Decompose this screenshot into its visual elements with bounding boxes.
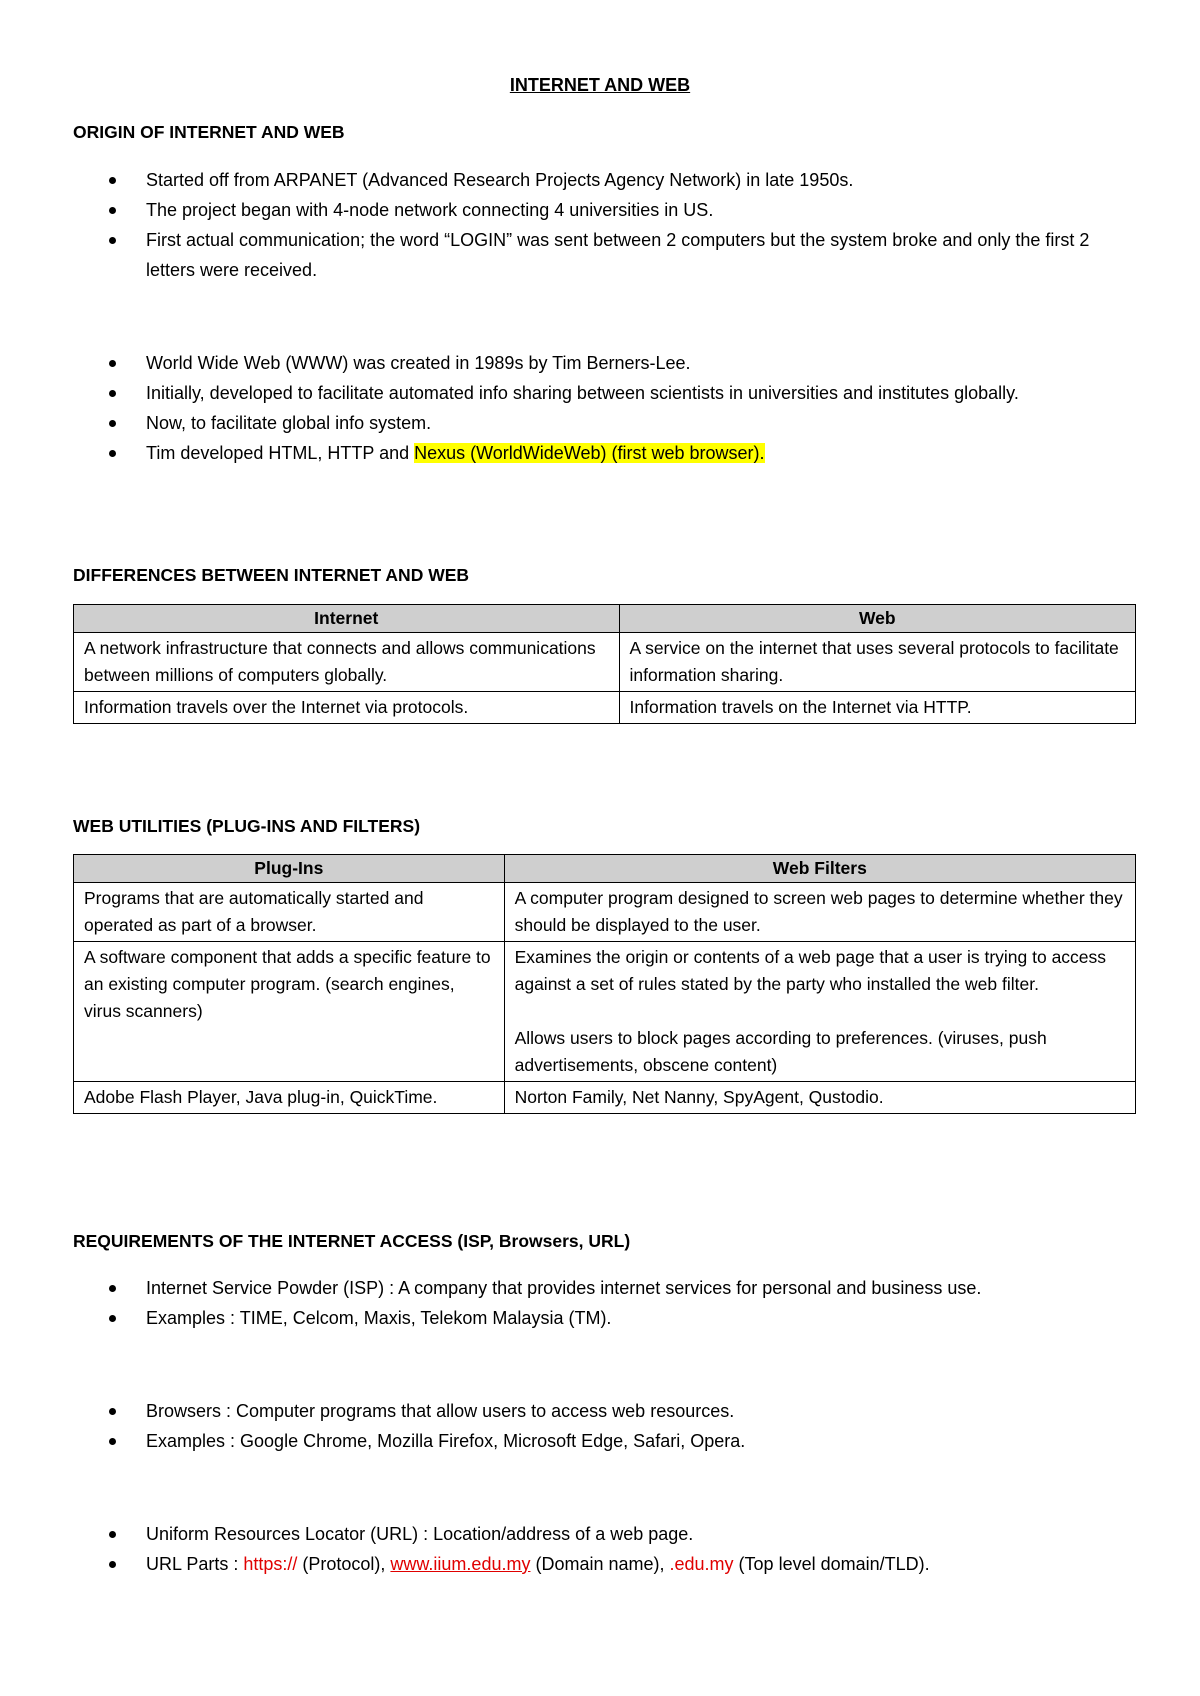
table-cell: A software component that adds a specific feature to an existing computer program. (search engines, virus scanners) (74, 942, 505, 1082)
list-item: First actual communication; the word “LOGIN” was sent between 2 computers but the system broke and only the first 2 letters were received. (73, 225, 1133, 285)
bullet-icon (109, 1438, 116, 1445)
table-header-row (74, 605, 1136, 633)
table-cell: Examines the origin or contents of a web page that a user is trying to access against a set of rules stated by the party who installed the web filter. Allows users to block pages according to preferences. (viruses, push advertisements, obscene content) (504, 942, 1135, 1082)
differences-table (73, 604, 1136, 724)
origin-list-2 (73, 348, 1133, 468)
table-row (74, 942, 1136, 1082)
table-header-row (74, 855, 1136, 883)
bullet-icon (109, 360, 116, 367)
table-row (74, 1082, 1136, 1114)
column-header: Web (619, 605, 1136, 633)
list-item: Browsers : Computer programs that allow users to access web resources. (73, 1396, 1133, 1426)
bullet-icon (109, 1408, 116, 1415)
table-cell: Adobe Flash Player, Java plug-in, QuickTime. (74, 1082, 505, 1114)
table-cell: Programs that are automatically started and operated as part of a browser. (74, 883, 505, 942)
highlighted-text: Nexus (WorldWideWeb) (first web browser). (414, 443, 765, 463)
column-header: Internet (74, 605, 620, 633)
list-item: Internet Service Powder (ISP) : A company that provides internet services for personal and business use. (73, 1273, 1133, 1303)
origin-heading: ORIGIN OF INTERNET AND WEB (73, 122, 345, 142)
list-item: URL Parts : https:// (Protocol), www.iium.edu.my (Domain name), .edu.my (Top level domain/TLD). (73, 1549, 1133, 1579)
bullet-icon (109, 390, 116, 397)
url-list (73, 1519, 1133, 1579)
bullet-icon (109, 177, 116, 184)
table-row (74, 883, 1136, 942)
list-item: Uniform Resources Locator (URL) : Location/address of a web page. (73, 1519, 1133, 1549)
domain-link[interactable]: www.iium.edu.my (390, 1554, 531, 1574)
bullet-icon (109, 420, 116, 427)
bullet-icon (109, 237, 116, 244)
list-item: Initially, developed to facilitate automated info sharing between scientists in universities and institutes globally. (73, 378, 1133, 408)
isp-list (73, 1273, 1133, 1333)
table-cell: A network infrastructure that connects and allows communications between millions of computers globally. (74, 633, 620, 692)
browsers-list (73, 1396, 1133, 1456)
bullet-icon (109, 1315, 116, 1322)
table-cell: Norton Family, Net Nanny, SpyAgent, Qustodio. (504, 1082, 1135, 1114)
list-item: Started off from ARPANET (Advanced Research Projects Agency Network) in late 1950s. (73, 165, 1133, 195)
column-header: Plug-Ins (74, 855, 505, 883)
differences-heading: DIFFERENCES BETWEEN INTERNET AND WEB (73, 565, 470, 585)
table-row (74, 633, 1136, 692)
list-item: World Wide Web (WWW) was created in 1989s by Tim Berners-Lee. (73, 348, 1133, 378)
column-header: Web Filters (504, 855, 1135, 883)
bullet-icon (109, 1561, 116, 1568)
list-item: Tim developed HTML, HTTP and Nexus (WorldWideWeb) (first web browser). (73, 438, 1133, 468)
table-cell: Information travels on the Internet via HTTP. (619, 692, 1136, 724)
origin-list-1 (73, 165, 1133, 285)
table-cell: A computer program designed to screen web pages to determine whether they should be displayed to the user. (504, 883, 1135, 942)
bullet-icon (109, 1285, 116, 1292)
table-cell: A service on the internet that uses several protocols to facilitate information sharing. (619, 633, 1136, 692)
tld-text: .edu.my (669, 1554, 734, 1574)
list-item: Examples : TIME, Celcom, Maxis, Telekom Malaysia (TM). (73, 1303, 1133, 1333)
list-item: Examples : Google Chrome, Mozilla Firefox, Microsoft Edge, Safari, Opera. (73, 1426, 1133, 1456)
utilities-table (73, 854, 1136, 1114)
utilities-heading: WEB UTILITIES (PLUG-INS AND FILTERS) (73, 816, 421, 836)
protocol-text: https:// (243, 1554, 298, 1574)
list-item: The project began with 4-node network connecting 4 universities in US. (73, 195, 1133, 225)
bullet-icon (109, 450, 116, 457)
list-item: Now, to facilitate global info system. (73, 408, 1133, 438)
page-title: INTERNET AND WEB (509, 75, 691, 95)
table-row (74, 692, 1136, 724)
bullet-icon (109, 1531, 116, 1538)
table-cell: Information travels over the Internet via protocols. (74, 692, 620, 724)
bullet-icon (109, 207, 116, 214)
requirements-heading: REQUIREMENTS OF THE INTERNET ACCESS (ISP, Browsers, URL) (73, 1231, 631, 1251)
